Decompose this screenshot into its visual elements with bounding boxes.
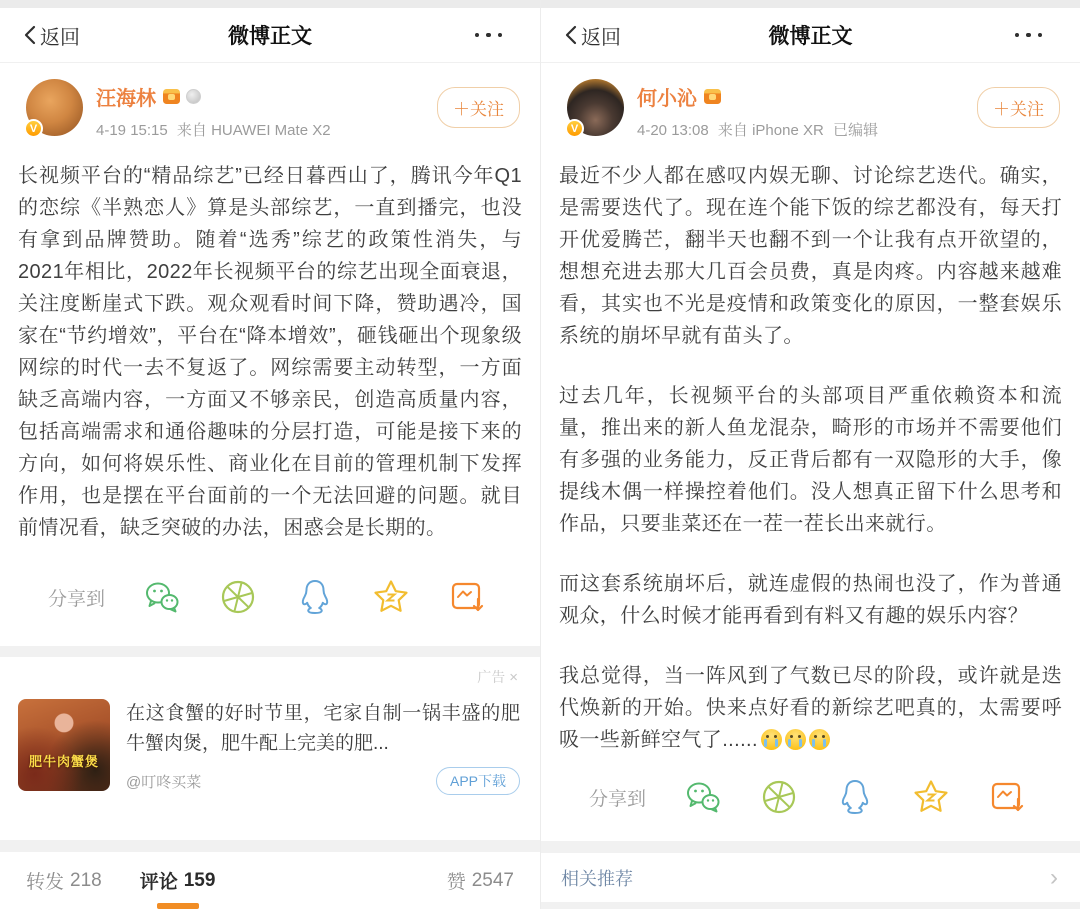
save-image-icon[interactable] bbox=[448, 578, 486, 616]
post-paragraph-text: 我总觉得，当一阵风到了气数已尽的阶段，或许就是迭代焕新的开始。快来点好看的新综艺吧真的，太需要呼吸一些新鲜空气了...... bbox=[559, 665, 1062, 751]
member-bag-badge-icon bbox=[704, 89, 721, 104]
share-row bbox=[0, 574, 540, 620]
post-source: 来自 iPhone XR bbox=[717, 122, 824, 139]
post-header bbox=[0, 63, 540, 140]
post-paragraph: 而这套系统崩坏后，就连虚假的热闹也没了，作为普通观众，什么时候才能再看到有料又有趣的娱乐内容？ bbox=[559, 573, 1062, 627]
ad-thumb-caption: 肥牛肉蟹煲 bbox=[28, 754, 99, 770]
qzone-icon[interactable] bbox=[912, 778, 950, 816]
more-icon[interactable] bbox=[475, 33, 503, 38]
qzone-icon[interactable] bbox=[372, 578, 410, 616]
user-info bbox=[637, 79, 977, 140]
username[interactable]: 何小沁 bbox=[637, 88, 697, 110]
crying-face-emoji bbox=[785, 729, 806, 750]
page-title: 微博正文 bbox=[228, 25, 312, 48]
qq-icon[interactable] bbox=[836, 778, 874, 816]
back-label: 返回 bbox=[40, 26, 80, 49]
post-meta bbox=[96, 119, 437, 140]
share-label: 分享到 bbox=[589, 788, 647, 810]
navbar bbox=[0, 8, 540, 63]
panel-right bbox=[540, 0, 1080, 909]
medal-badge-icon bbox=[186, 89, 201, 104]
back-button[interactable] bbox=[565, 21, 621, 50]
post-edited-flag: 已编辑 bbox=[832, 122, 878, 139]
avatar[interactable] bbox=[567, 79, 624, 136]
status-strip bbox=[0, 0, 540, 8]
ad-source[interactable]: @叮咚买菜 bbox=[126, 773, 202, 791]
navbar bbox=[541, 8, 1080, 63]
post-body bbox=[559, 160, 1062, 756]
back-button[interactable] bbox=[24, 21, 80, 50]
post-source: 来自 HUAWEI Mate X2 bbox=[176, 122, 331, 139]
ad-card[interactable] bbox=[0, 657, 540, 795]
post-time: 4-20 13:08 bbox=[637, 122, 709, 139]
post-paragraph: 长视频平台的“精品综艺”已经日暮西山了，腾讯今年Q1的恋综《半熟恋人》算是头部综艺，一直到播完，也没有拿到品牌赞助。随着“选秀”综艺的政策性消失，与2021年相比，2022年长视频平台的综艺出现全面衰退，关注度断崖式下跌。观众观看时间下降，赞助遇冷，国家在“节约增效”，平台在“降本增效”，砸钱砸出个现象级网综的时代一去不复返了。网综需要主动转型，一方面缺乏高端内容，一方面又不够亲民，创造高质量内容，包括高端需求和通俗趣味的分层打造，可能是接下来的方向，如何将娱乐性、商业化在目前的管理机制下发挥作用，也是摆在平台面前的一个无法回避的问题。就目前情况看，缺乏突破的办法，困惑会是长期的。 bbox=[18, 165, 522, 539]
crying-face-emoji bbox=[809, 729, 830, 750]
wechat-icon[interactable] bbox=[143, 578, 181, 616]
repost-label: 转发 bbox=[26, 872, 65, 893]
wechat-icon[interactable] bbox=[684, 778, 722, 816]
post-paragraph bbox=[559, 660, 1062, 756]
member-bag-badge-icon bbox=[163, 89, 180, 104]
tab-repost[interactable] bbox=[26, 852, 102, 909]
post-header bbox=[541, 63, 1080, 140]
save-image-icon[interactable] bbox=[988, 778, 1026, 816]
tab-like[interactable] bbox=[447, 852, 514, 909]
post-body bbox=[18, 160, 522, 544]
moments-icon[interactable] bbox=[219, 578, 257, 616]
share-row bbox=[541, 774, 1080, 820]
back-label: 返回 bbox=[581, 26, 621, 49]
back-chevron-icon bbox=[565, 25, 577, 45]
app-download-button[interactable]: APP下载 bbox=[436, 767, 520, 795]
ad-close-icon[interactable]: × bbox=[509, 668, 518, 686]
section-divider bbox=[541, 841, 1080, 853]
ad-thumbnail[interactable] bbox=[18, 699, 110, 791]
post-paragraph: 过去几年，长视频平台的头部项目严重依赖资本和流量，推出来的新人鱼龙混杂，畸形的市场并不需要他们有多强的业务能力，反正背后都有一双隐形的大手，像提线木偶一样操控着他们。没人想真正留下什么思考和作品，只要韭菜还在一茬一茬长出来就行。 bbox=[559, 385, 1062, 535]
like-count: 2547 bbox=[471, 869, 514, 891]
qq-icon[interactable] bbox=[296, 578, 334, 616]
verified-badge-icon: V bbox=[24, 119, 43, 138]
ad-text[interactable]: 在这食蟹的好时节里，宅家自制一锅丰盛的肥牛蟹肉煲，肥牛配上完美的肥... bbox=[126, 703, 520, 754]
tab-comment[interactable] bbox=[140, 852, 216, 909]
ad-tag: 广告 bbox=[477, 669, 506, 685]
comment-label: 评论 bbox=[139, 872, 178, 893]
follow-button[interactable]: ＋关注 bbox=[437, 87, 520, 128]
share-label: 分享到 bbox=[48, 588, 106, 610]
related-recommendations[interactable] bbox=[541, 853, 1080, 902]
follow-button[interactable]: ＋关注 bbox=[977, 87, 1060, 128]
chevron-right-icon: › bbox=[1050, 863, 1058, 891]
status-strip bbox=[541, 0, 1080, 8]
comment-count: 159 bbox=[183, 869, 216, 891]
post-time: 4-19 15:15 bbox=[96, 122, 168, 139]
section-divider bbox=[0, 840, 540, 852]
post-paragraph: 最近不少人都在感叹内娱无聊、讨论综艺迭代。确实，是需要迭代了。现在连个能下饭的综艺都没有，每天打开优爱腾芒，翻半天也翻不到一个让我有点开欲望的，想想充进去那大几百会员费，真是肉疼。内容越来越难看，其实也不光是疫情和政策变化的原因，一整套娱乐系统的崩坏早就有苗头了。 bbox=[559, 165, 1062, 347]
crying-face-emoji bbox=[761, 729, 782, 750]
page-title: 微博正文 bbox=[768, 25, 853, 48]
section-divider bbox=[541, 902, 1080, 909]
back-chevron-icon bbox=[24, 25, 36, 45]
moments-icon[interactable] bbox=[760, 778, 798, 816]
more-icon[interactable] bbox=[1015, 33, 1043, 38]
post-tabbar bbox=[0, 852, 540, 909]
post-meta bbox=[637, 119, 977, 140]
like-label: 赞 bbox=[446, 872, 466, 893]
section-divider bbox=[0, 646, 540, 657]
username[interactable]: 汪海林 bbox=[96, 88, 156, 110]
avatar[interactable] bbox=[26, 79, 83, 136]
related-label: 相关推荐 bbox=[561, 868, 633, 889]
active-tab-underline bbox=[157, 903, 199, 909]
user-info bbox=[96, 79, 437, 140]
repost-count: 218 bbox=[70, 869, 102, 891]
verified-badge-icon: V bbox=[565, 119, 584, 138]
